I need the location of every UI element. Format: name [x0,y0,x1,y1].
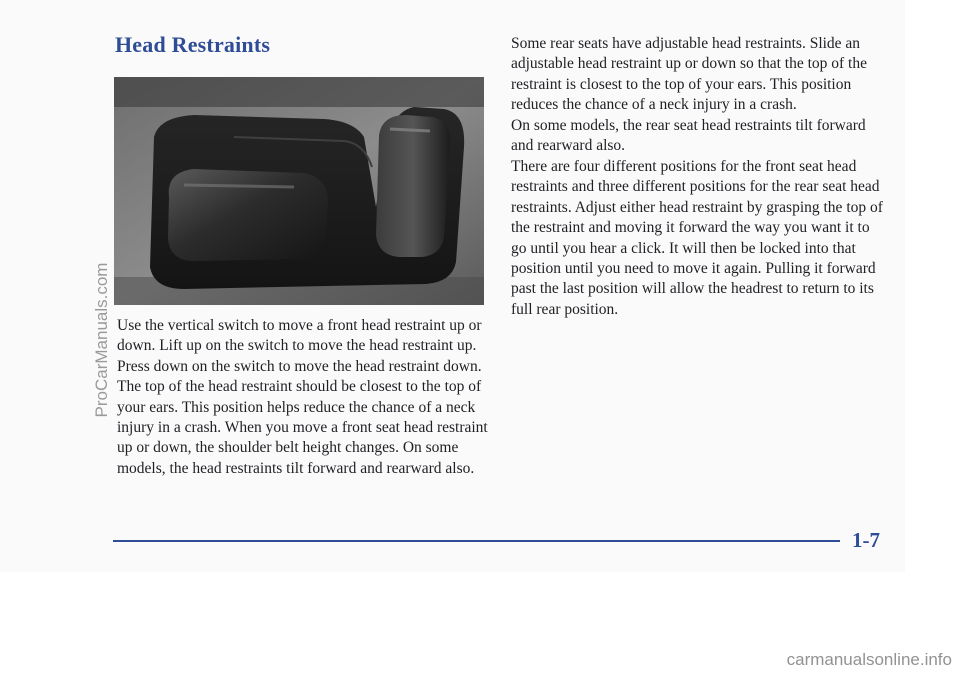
restraint-positions-paragraph: There are four different positions for the front seat head restraints and three different positions for the rear seat head restraints. Adjust either head restraint by grasping the top of the restraint and moving it forward the way you want it to go until you hear a click. It will then be locked into that position until you need to move it again. Pulling it forward past the last position will allow the headrest to return to its full rear position. [511,158,883,318]
side-watermark: ProCarManuals.com [92,262,111,418]
rear-restraint-paragraph: Some rear seats have adjustable head restraints. Slide an adjustable head restraint up or down so that the top of the restraint is closest to the top of your ears. This position reduces the chance of a neck injury in a crash. [511,35,867,114]
footer-rule [113,540,840,542]
front-restraint-instructions: Use the vertical switch to move a front head restraint up or down. Lift up on the switch to move the head restraint up. Press down on the switch to move the head restraint down. The top of the head restraint should be closest to the top of your ears. This position helps reduce the chance of a neck injury in a crash. When you move a front seat head restraint up or down, the shoulder belt height changes. On some models, the head restraints tilt forward and rearward also. [117,317,488,477]
rear-tilt-paragraph: On some models, the rear seat head restraints tilt forward and rearward also. [511,117,866,155]
section-heading: Head Restraints [115,32,271,57]
seat-switch-photo [114,77,484,305]
bottom-watermark: carmanualsonline.info [786,650,952,669]
seat-switch-illustration [114,77,484,305]
page-number: 1-7 [852,528,880,552]
